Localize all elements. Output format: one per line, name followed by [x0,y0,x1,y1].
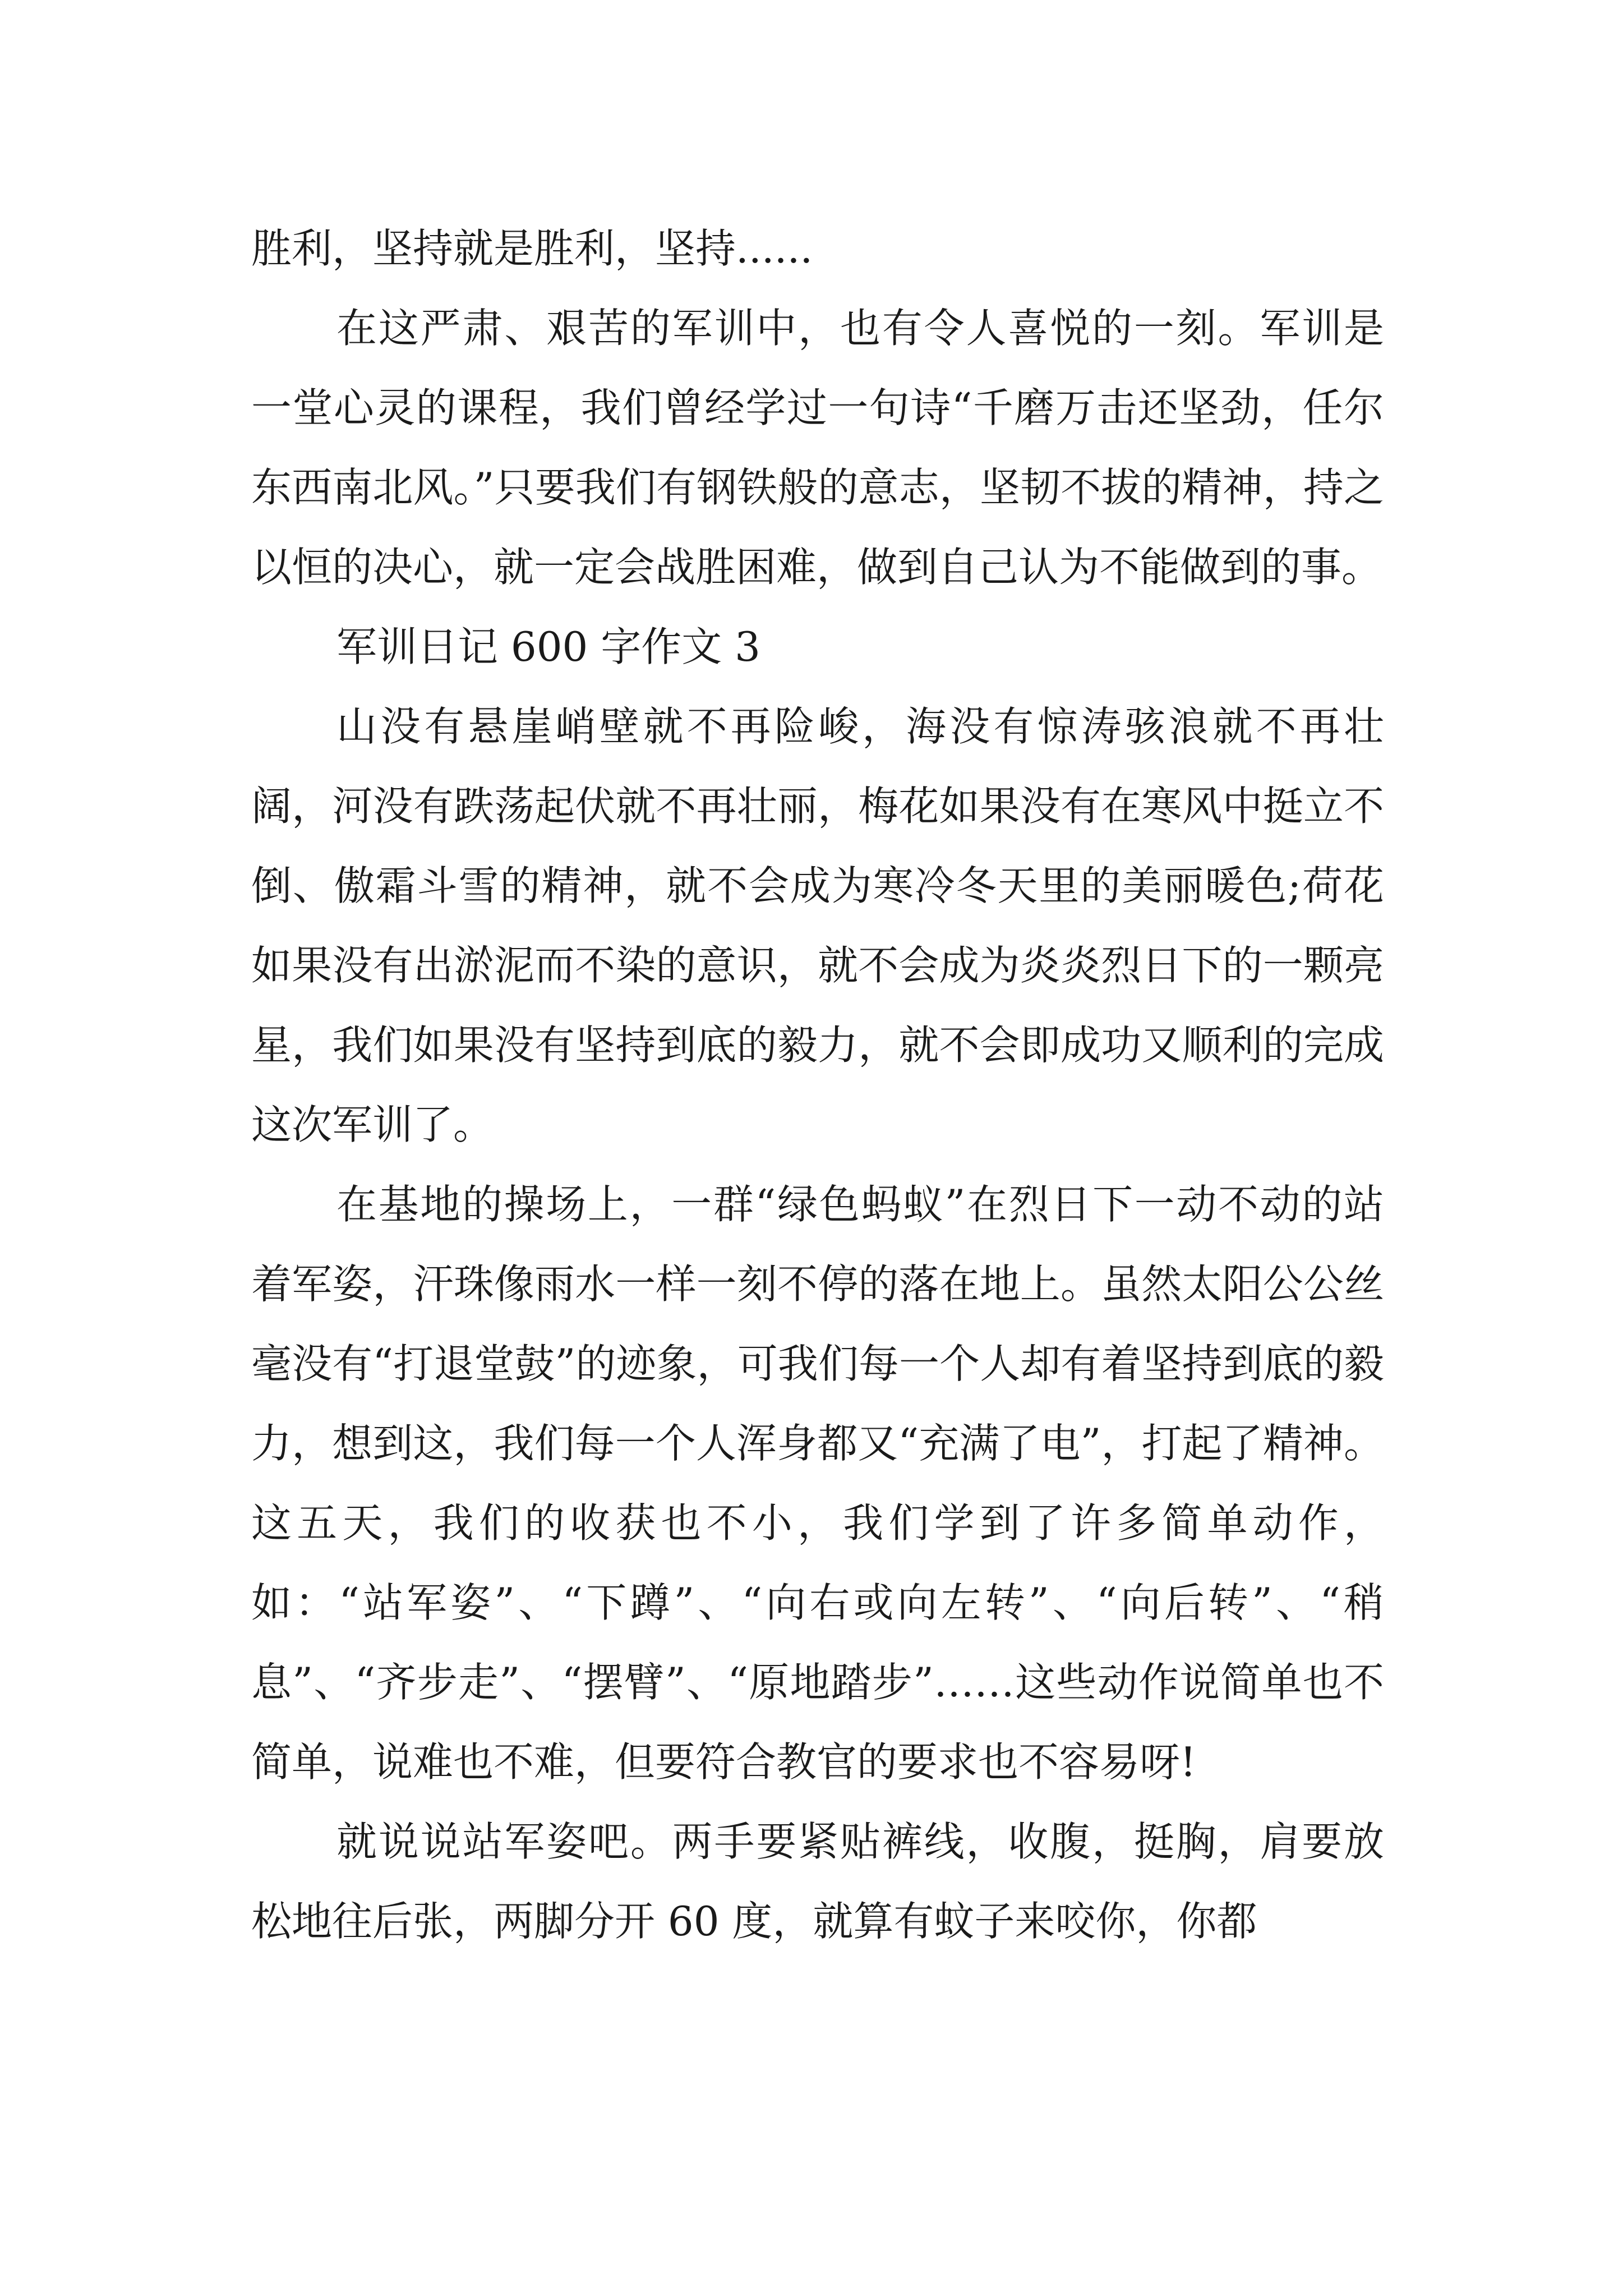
paragraph-training-ground: 在基地的操场上，一群“绿色蚂蚁”在烈日下一动不动的站着军姿，汗珠像雨水一样一刻不停的落在地上。虽然太阳公公丝毫没有“打退堂鼓”的迹象，可我们每一个人却有着坚持到底的毅力，想到这，我们每一个人浑身都又“充满了电”，打起了精神。这五天，我们的收获也不小，我们学到了许多简单动作，如：“站军姿”、“下蹲”、“向右或向左转”、“向后转”、“稍息”、“齐步走”、“摆臂”、“原地踏步”……这些动作说简单也不简单，说难也不难，但要符合教官的要求也不容易呀! [251,1181,1384,1786]
paragraph-military-training-reflection: 在这严肃、艰苦的军训中，也有令人喜悦的一刻。军训是一堂心灵的课程，我们曾经学过一句诗“千磨万击还坚劲，任尔东西南北风。”只要我们有钢铁般的意志，坚韧不拔的精神，持之以恒的决心，就一定会战胜困难，做到自己认为不能做到的事。 [251,305,1384,591]
section-heading: 军训日记 600 字作文 3 [336,623,760,670]
document-body [251,209,1384,1961]
paragraph-standing-posture: 就说说站军姿吧。两手要紧贴裤线，收腹，挺胸，肩要放松地往后张，两脚分开 60 度，就算有蚊子来咬你，你都 [251,1818,1384,1945]
paragraph-intro-perseverance: 山没有悬崖峭壁就不再险峻，海没有惊涛骇浪就不再壮阔，河没有跌荡起伏就不再壮丽，梅花如果没有在寒风中挺立不倒、傲霜斗雪的精神，就不会成为寒冷冬天里的美丽暖色;荷花如果没有出淤泥而不染的意识，就不会成为炎炎烈日下的一颗亮星，我们如果没有坚持到底的毅力，就不会即成功又顺利的完成这次军训了。 [251,703,1384,1148]
paragraph-continuation: 胜利，坚持就是胜利，坚持...... [251,225,813,272]
